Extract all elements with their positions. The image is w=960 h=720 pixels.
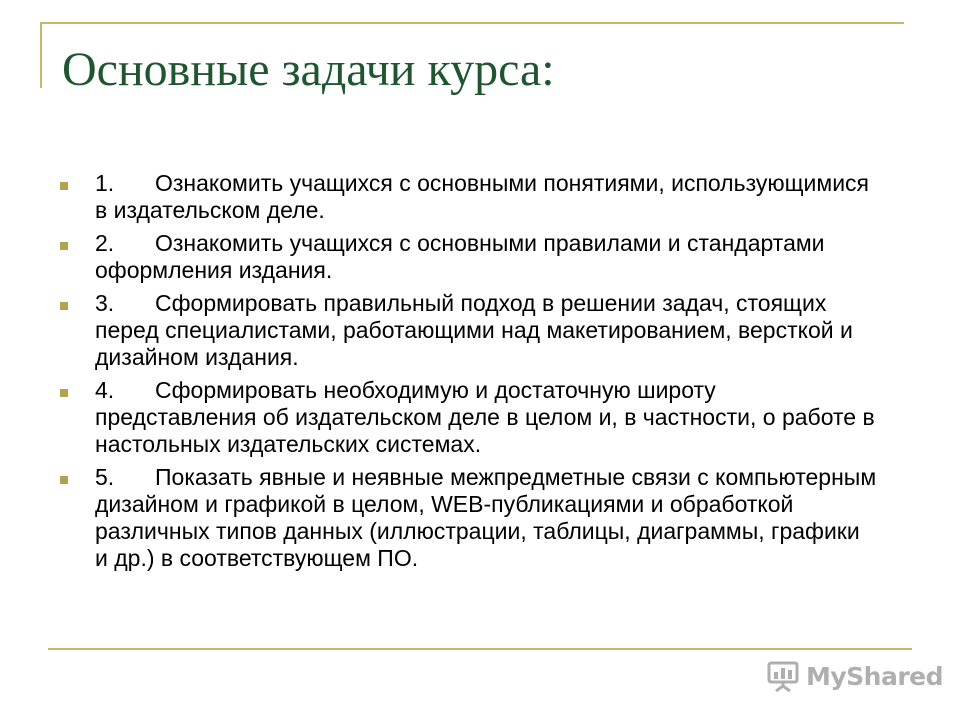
task-text: Сформировать правильный подход в решении задач, стоящих перед специалистами, работающими над макетированием, версткой и дизайном издания.: [95, 290, 853, 370]
square-bullet-icon: [60, 242, 68, 250]
task-list: [58, 170, 878, 578]
task-number: 1.: [95, 170, 115, 196]
task-item-4: [58, 377, 878, 458]
task-item-3: [58, 290, 878, 371]
watermark-logo-text: MyShared: [806, 661, 944, 691]
task-number: 2.: [95, 230, 115, 256]
slide-frame-left-line: [40, 22, 42, 88]
square-bullet-icon: [60, 389, 68, 397]
task-number: 4.: [95, 377, 115, 403]
square-bullet-icon: [60, 476, 68, 484]
task-text: Сформировать необходимую и достаточную широту представления об издательском деле в целом и, в частности, о работе в настольных издательских системах.: [95, 377, 875, 457]
presentation-board-icon: [766, 659, 800, 693]
square-bullet-icon: [60, 182, 68, 190]
slide-title: Основные задачи курса:: [62, 43, 555, 96]
task-number: 3.: [95, 290, 115, 316]
task-text: Показать явные и неявные межпредметные связи с компьютерным дизайном и графикой в целом, WEB-публикациями и обработкой различных типов данных (иллюстрации, таблицы, диаграммы, графики и др.) в соответствующем ПО.: [95, 464, 877, 571]
slide-frame-top-line: [40, 22, 904, 24]
myshared-watermark: [766, 656, 943, 696]
task-item-5: [58, 464, 878, 572]
square-bullet-icon: [60, 302, 68, 310]
task-number: 5.: [95, 464, 115, 490]
task-text: Ознакомить учащихся с основными понятиями, использующимися в издательском деле.: [95, 170, 870, 223]
task-text: Ознакомить учащихся с основными правилами и стандартами оформления издания.: [95, 230, 825, 283]
slide-frame-bottom-line: [48, 648, 912, 650]
task-item-2: [58, 230, 878, 284]
task-item-1: [58, 170, 878, 224]
